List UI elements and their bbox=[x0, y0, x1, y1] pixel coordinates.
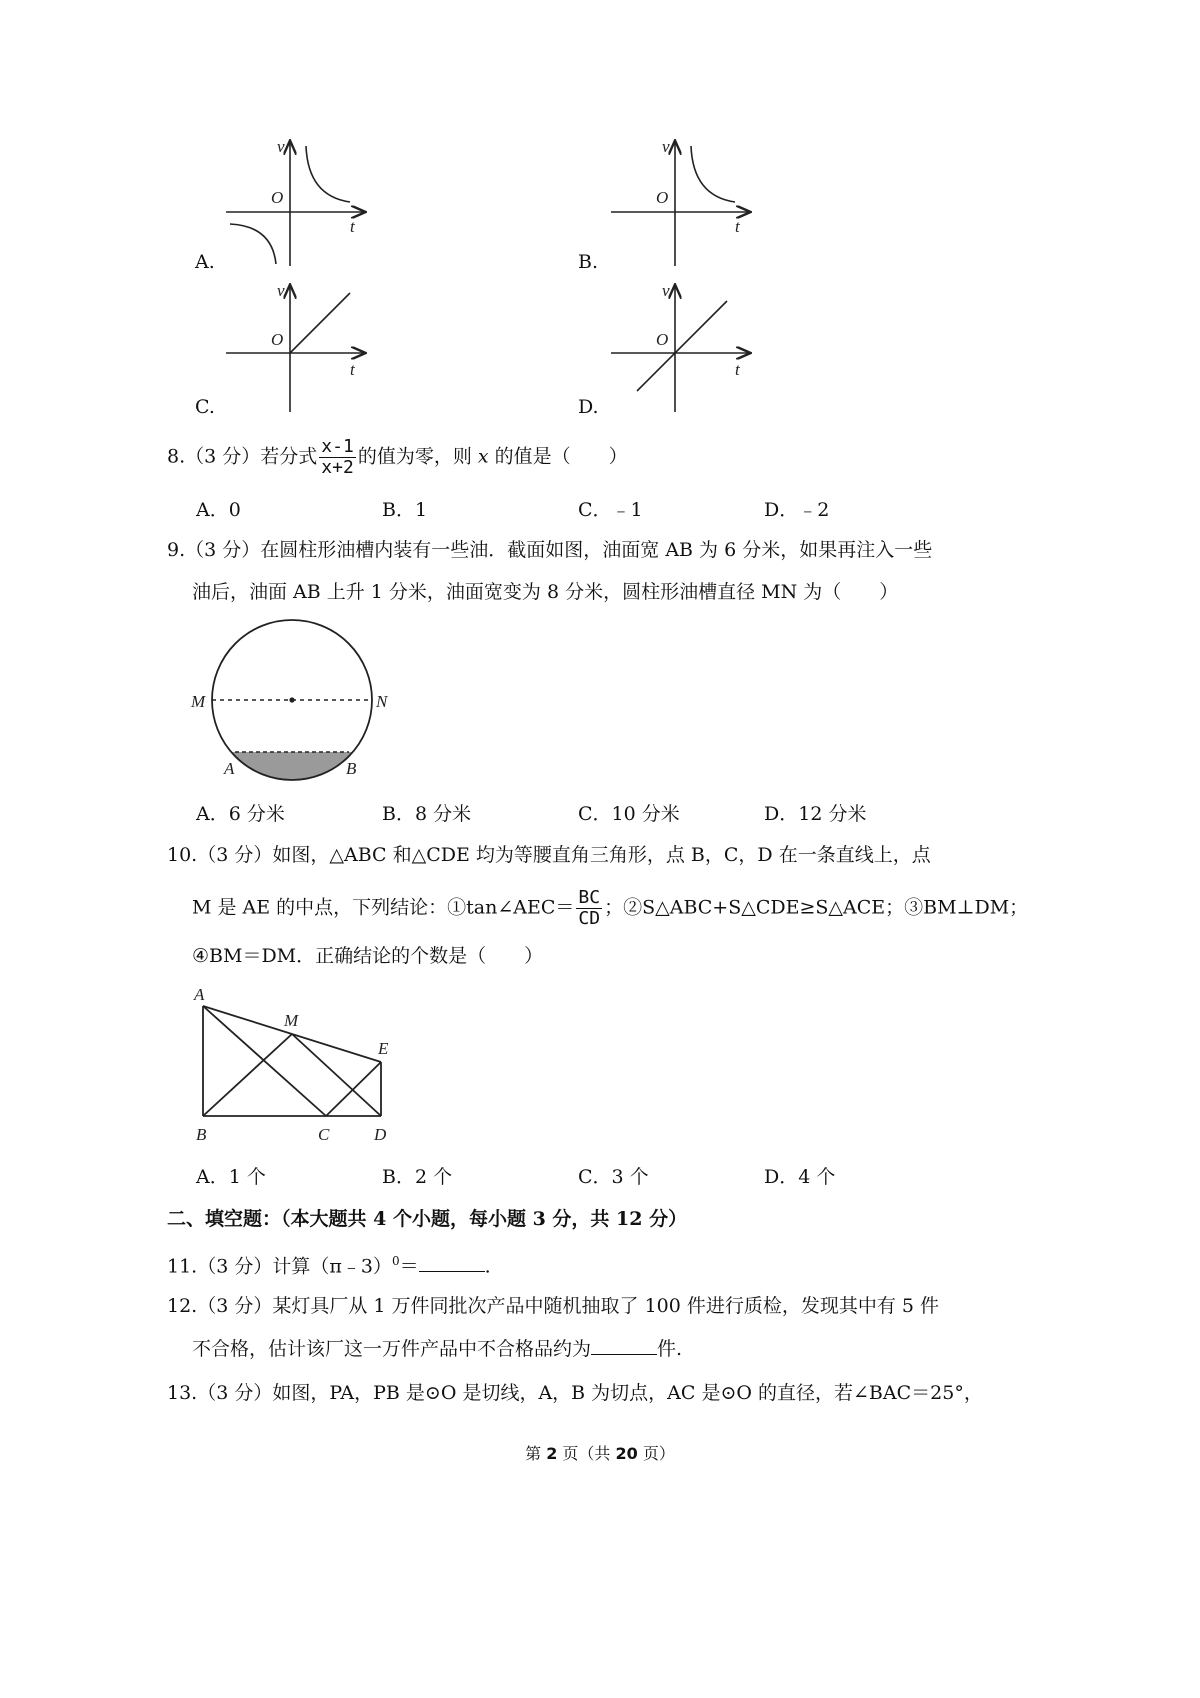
svg-text:B: B bbox=[196, 1125, 207, 1144]
svg-text:v: v bbox=[662, 137, 670, 156]
q13-stem: 13.（3 分）如图，PA，PB 是⊙O 是切线，A，B 为切点，AC 是⊙O 的直径，若∠BAC＝25°， bbox=[167, 1382, 983, 1404]
svg-text:A: A bbox=[194, 985, 205, 1004]
q12-line2: 不合格，估计该厂这一万件产品中不合格品约为 件. bbox=[192, 1338, 683, 1360]
q8-fraction: $\frac{x-1}{x+2}$ bbox=[321, 436, 354, 478]
page-footer: 第 2 页（共 20 页） bbox=[525, 1444, 675, 1463]
svg-text:E: E bbox=[378, 1039, 389, 1058]
q9-option-c[interactable]: C．10 分米 bbox=[578, 803, 680, 825]
svg-text:M: M bbox=[284, 1011, 299, 1030]
svg-text:t: t bbox=[735, 360, 740, 379]
q9-figure bbox=[188, 618, 408, 786]
svg-text:t: t bbox=[735, 217, 740, 236]
svg-text:B: B bbox=[346, 759, 357, 778]
svg-text:t: t bbox=[350, 217, 355, 236]
svg-text:N: N bbox=[376, 692, 388, 711]
q8-option-a[interactable]: A．0 bbox=[196, 499, 241, 521]
q8-option-b[interactable]: B．1 bbox=[382, 499, 428, 521]
svg-text:O: O bbox=[271, 330, 284, 349]
svg-text:v: v bbox=[277, 137, 285, 156]
q8-stem: 8.（3 分）若分式 $\frac{x-1}{x+2}$ 的值为零，则 x 的值是（ ） bbox=[167, 436, 628, 478]
q8-option-d[interactable]: D．﹣2 bbox=[764, 499, 830, 521]
svg-text:O: O bbox=[656, 330, 669, 349]
svg-text:v: v bbox=[662, 281, 670, 300]
q7-graph-b bbox=[607, 136, 757, 271]
option-label: A. bbox=[195, 251, 215, 273]
svg-text:D: D bbox=[374, 1125, 387, 1144]
q9-line2: 油后，油面 AB 上升 1 分米，油面宽变为 8 分米，圆柱形油槽直径 MN 为（ ） bbox=[192, 581, 899, 603]
q10-figure bbox=[188, 982, 408, 1147]
q7-graph-a bbox=[222, 136, 372, 271]
q10-option-b[interactable]: B．2 个 bbox=[382, 1166, 453, 1188]
q10-line1: 10.（3 分）如图，△ABC 和△CDE 均为等腰直角三角形，点 B，C，D 在一条直线上，点 bbox=[167, 844, 931, 866]
svg-text:C: C bbox=[318, 1125, 330, 1144]
q10-option-a[interactable]: A．1 个 bbox=[196, 1166, 266, 1188]
q8-option-c[interactable]: C．﹣1 bbox=[578, 499, 643, 521]
section-heading: 二、填空题：（本大题共 4 个小题，每小题 3 分，共 12 分） bbox=[167, 1208, 688, 1230]
q12-line1: 12.（3 分）某灯具厂从 1 万件同批次产品中随机抽取了 100 件进行质检，发现其中有 5 件 bbox=[167, 1295, 940, 1317]
svg-text:t: t bbox=[350, 360, 355, 379]
q10-fraction: $\frac{BC}{CD}$ bbox=[578, 887, 601, 929]
option-label: C. bbox=[195, 396, 215, 418]
q11-stem: 11.（3 分）计算（π﹣3）$^0$＝ . bbox=[167, 1254, 491, 1278]
q9-option-a[interactable]: A．6 分米 bbox=[196, 803, 285, 825]
q9-option-b[interactable]: B．8 分米 bbox=[382, 803, 472, 825]
q10-option-c[interactable]: C．3 个 bbox=[578, 1166, 649, 1188]
q7-graph-d bbox=[607, 280, 757, 415]
svg-text:O: O bbox=[656, 188, 669, 207]
q10-line2: M 是 AE 的中点，下列结论：①tan∠AEC＝ $\frac{BC}{CD}$ ；②S△ABC+S△CDE≥S△ACE；③BM⊥DM； bbox=[192, 887, 1029, 929]
option-label: D. bbox=[578, 396, 599, 418]
svg-text:A: A bbox=[224, 759, 235, 778]
option-label: B. bbox=[578, 251, 599, 273]
q10-line3: ④BM＝DM．正确结论的个数是（ ） bbox=[192, 945, 544, 967]
q9-line1: 9.（3 分）在圆柱形油槽内装有一些油．截面如图，油面宽 AB 为 6 分米，如果再注入一些 bbox=[167, 539, 933, 561]
q10-option-d[interactable]: D．4 个 bbox=[764, 1166, 836, 1188]
q11-answer-blank[interactable] bbox=[419, 1255, 485, 1272]
svg-text:M: M bbox=[191, 692, 206, 711]
q7-graph-c bbox=[222, 280, 372, 415]
q12-answer-blank[interactable] bbox=[591, 1338, 657, 1355]
svg-text:O: O bbox=[271, 188, 284, 207]
q9-option-d[interactable]: D．12 分米 bbox=[764, 803, 867, 825]
svg-text:v: v bbox=[277, 281, 285, 300]
